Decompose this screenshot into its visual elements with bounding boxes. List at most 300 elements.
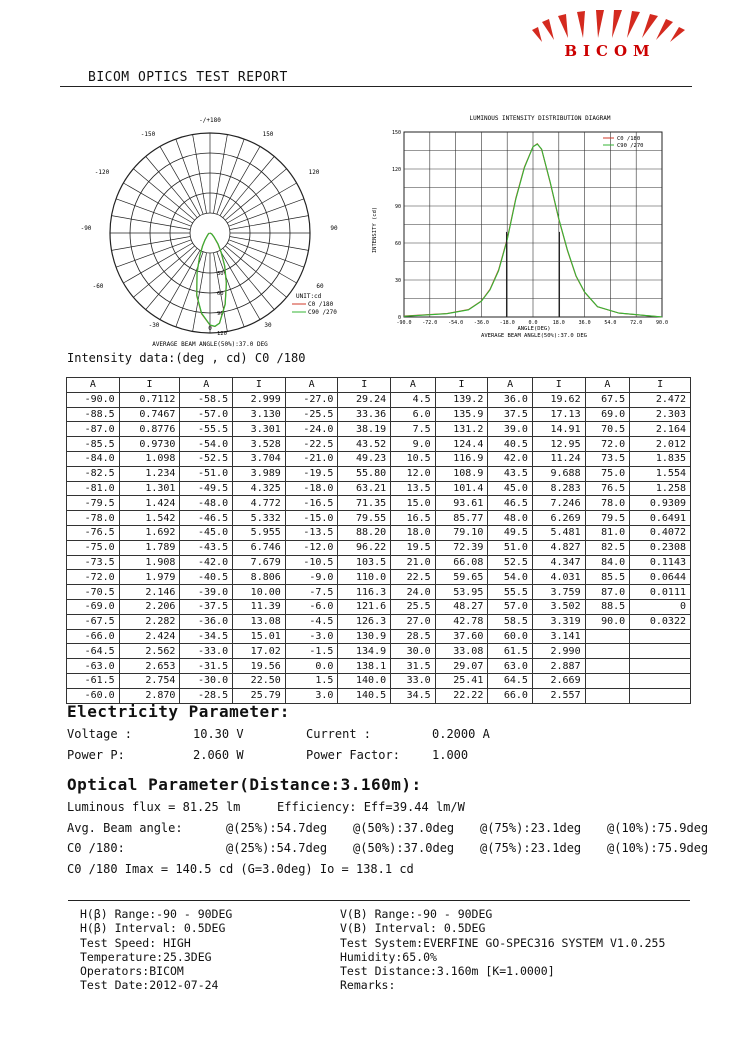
table-cell: -52.5 bbox=[180, 451, 233, 466]
table-cell: 135.9 bbox=[435, 407, 488, 422]
table-cell: -4.5 bbox=[285, 614, 338, 629]
table-cell: 88.5 bbox=[585, 599, 630, 614]
polar-spoke bbox=[230, 236, 309, 250]
power-value: 2.060 W bbox=[193, 748, 244, 762]
table-cell: -37.5 bbox=[180, 599, 233, 614]
table-cell: 1.908 bbox=[119, 555, 180, 570]
c0-beam-75: @(75%):23.1deg bbox=[480, 841, 582, 855]
table-cell: 55.5 bbox=[488, 585, 533, 600]
table-cell: -64.5 bbox=[67, 644, 120, 659]
polar-spoke bbox=[116, 199, 191, 226]
table-row bbox=[67, 437, 691, 452]
table-cell: -85.5 bbox=[67, 437, 120, 452]
table-cell: 14.91 bbox=[532, 422, 585, 437]
table-cell: 3.759 bbox=[532, 585, 585, 600]
table-cell: 1.5 bbox=[285, 673, 338, 688]
table-cell: -10.5 bbox=[285, 555, 338, 570]
table-header-cell: A bbox=[285, 378, 338, 393]
table-cell: -19.5 bbox=[285, 466, 338, 481]
table-cell: -6.0 bbox=[285, 599, 338, 614]
beam-angle-10: @(10%):75.9deg bbox=[607, 821, 709, 835]
table-cell: 69.0 bbox=[585, 407, 630, 422]
table-cell bbox=[585, 659, 630, 674]
table-row bbox=[67, 673, 691, 688]
table-cell: 108.9 bbox=[435, 466, 488, 481]
table-cell: 2.282 bbox=[119, 614, 180, 629]
table-cell: 134.9 bbox=[338, 644, 391, 659]
table-cell: 88.20 bbox=[338, 525, 391, 540]
chart-y-tick: 120 bbox=[391, 167, 401, 173]
table-header-cell: I bbox=[630, 378, 691, 393]
table-row bbox=[67, 585, 691, 600]
polar-spoke bbox=[229, 199, 304, 226]
table-cell: 22.22 bbox=[435, 688, 488, 703]
table-cell: 0.7112 bbox=[119, 392, 180, 407]
table-cell: 85.5 bbox=[585, 570, 630, 585]
table-cell: 7.5 bbox=[391, 422, 436, 437]
table-header-row bbox=[67, 378, 691, 393]
table-cell: 3.130 bbox=[233, 407, 286, 422]
table-cell: 76.5 bbox=[585, 481, 630, 496]
table-cell: -46.5 bbox=[180, 511, 233, 526]
polar-radial-label: 90 bbox=[217, 311, 224, 317]
table-cell: 126.3 bbox=[338, 614, 391, 629]
table-cell: 79.55 bbox=[338, 511, 391, 526]
table-cell: 2.990 bbox=[532, 644, 585, 659]
table-cell: 42.78 bbox=[435, 614, 488, 629]
table-cell: 9.688 bbox=[532, 466, 585, 481]
table-row bbox=[67, 525, 691, 540]
table-cell: 124.4 bbox=[435, 437, 488, 452]
current-label: Current : bbox=[306, 727, 372, 741]
table-cell: 61.5 bbox=[488, 644, 533, 659]
h-range: H(β) Range:-90 - 90DEG bbox=[80, 907, 233, 921]
table-cell: 73.5 bbox=[585, 451, 630, 466]
table-row bbox=[67, 570, 691, 585]
table-cell: -42.0 bbox=[180, 555, 233, 570]
table-cell: -24.0 bbox=[285, 422, 338, 437]
table-cell: 116.9 bbox=[435, 451, 488, 466]
table-row bbox=[67, 407, 691, 422]
table-row bbox=[67, 466, 691, 481]
table-cell: 3.704 bbox=[233, 451, 286, 466]
table-cell: 0.4072 bbox=[630, 525, 691, 540]
table-cell: 51.0 bbox=[488, 540, 533, 555]
c0-beam-25: @(25%):54.7deg bbox=[226, 841, 328, 855]
table-cell: 33.08 bbox=[435, 644, 488, 659]
table-cell: 12.0 bbox=[391, 466, 436, 481]
table-cell: 24.0 bbox=[391, 585, 436, 600]
table-cell: 0.0 bbox=[285, 659, 338, 674]
table-row bbox=[67, 511, 691, 526]
table-cell: 0.0322 bbox=[630, 614, 691, 629]
table-cell: 139.2 bbox=[435, 392, 488, 407]
footer-left bbox=[80, 907, 232, 993]
v-interval: V(B) Interval: 0.5DEG bbox=[340, 921, 486, 936]
table-cell: 39.0 bbox=[488, 422, 533, 437]
table-header-cell: A bbox=[180, 378, 233, 393]
table-cell: 64.5 bbox=[488, 673, 533, 688]
polar-spoke bbox=[213, 135, 227, 214]
polar-angle-label: 60 bbox=[316, 283, 324, 290]
chart-legend-c90: C90 /270 bbox=[617, 143, 644, 149]
polar-angle-label: 30 bbox=[264, 322, 272, 329]
table-cell: -31.5 bbox=[180, 659, 233, 674]
polar-legend-title: UNIT:cd bbox=[296, 293, 322, 300]
table-cell: 131.2 bbox=[435, 422, 488, 437]
table-header-cell: I bbox=[435, 378, 488, 393]
table-cell: -72.0 bbox=[67, 570, 120, 585]
table-cell: 25.5 bbox=[391, 599, 436, 614]
c0-beam-50: @(50%):37.0deg bbox=[353, 841, 455, 855]
table-cell: 8.283 bbox=[532, 481, 585, 496]
table-cell: 38.19 bbox=[338, 422, 391, 437]
table-cell: 37.60 bbox=[435, 629, 488, 644]
polar-spoke bbox=[193, 135, 207, 214]
intensity-distribution-chart bbox=[370, 110, 680, 342]
table-cell: 4.325 bbox=[233, 481, 286, 496]
table-cell: 72.0 bbox=[585, 437, 630, 452]
power-label: Power P: bbox=[67, 748, 125, 762]
table-cell: 87.0 bbox=[585, 585, 630, 600]
table-cell: 6.0 bbox=[391, 407, 436, 422]
table-cell: -45.0 bbox=[180, 525, 233, 540]
chart-x-tick: -18.0 bbox=[499, 320, 515, 326]
table-cell: -27.0 bbox=[285, 392, 338, 407]
table-cell: 19.62 bbox=[532, 392, 585, 407]
table-cell: 49.5 bbox=[488, 525, 533, 540]
table-cell: 31.5 bbox=[391, 659, 436, 674]
table-cell: -12.0 bbox=[285, 540, 338, 555]
table-cell: 110.0 bbox=[338, 570, 391, 585]
table-cell: 6.746 bbox=[233, 540, 286, 555]
chart-x-tick: 72.0 bbox=[630, 320, 643, 326]
table-cell: 0.9730 bbox=[119, 437, 180, 452]
table-cell: -54.0 bbox=[180, 437, 233, 452]
report-title: BICOM OPTICS TEST REPORT bbox=[88, 70, 288, 85]
table-cell: -58.5 bbox=[180, 392, 233, 407]
v-range: V(B) Range:-90 - 90DEG bbox=[340, 907, 493, 921]
table-cell: -87.0 bbox=[67, 422, 120, 437]
footer-right bbox=[340, 907, 665, 993]
polar-legend bbox=[292, 293, 337, 316]
intensity-table bbox=[66, 377, 691, 704]
table-cell: 33.36 bbox=[338, 407, 391, 422]
table-cell: 0.0644 bbox=[630, 570, 691, 585]
table-cell: 2.164 bbox=[630, 422, 691, 437]
table-cell: 57.0 bbox=[488, 599, 533, 614]
c0-beam-label: C0 /180: bbox=[67, 841, 125, 855]
beam-angle-label: Avg. Beam angle: bbox=[67, 821, 183, 835]
table-cell: 33.0 bbox=[391, 673, 436, 688]
table-cell: 18.0 bbox=[391, 525, 436, 540]
table-cell: 10.5 bbox=[391, 451, 436, 466]
polar-spoke bbox=[112, 216, 191, 230]
table-cell: 81.0 bbox=[585, 525, 630, 540]
table-cell: 17.13 bbox=[532, 407, 585, 422]
luminous-flux: Luminous flux = 81.25 lm bbox=[67, 800, 241, 814]
polar-legend-c0: C0 /180 bbox=[308, 301, 334, 308]
table-cell: -9.0 bbox=[285, 570, 338, 585]
polar-radial-label: 60 bbox=[217, 291, 224, 297]
table-cell: 140.0 bbox=[338, 673, 391, 688]
polar-spoke bbox=[217, 139, 244, 214]
table-cell: 116.3 bbox=[338, 585, 391, 600]
chart-x-tick: 54.0 bbox=[604, 320, 617, 326]
table-cell: 2.999 bbox=[233, 392, 286, 407]
table-cell: 59.65 bbox=[435, 570, 488, 585]
chart-x-tick: 90.0 bbox=[655, 320, 669, 326]
table-cell: -18.0 bbox=[285, 481, 338, 496]
table-cell: 8.806 bbox=[233, 570, 286, 585]
table-cell: 58.5 bbox=[488, 614, 533, 629]
table-cell: 7.679 bbox=[233, 555, 286, 570]
table-cell: 3.319 bbox=[532, 614, 585, 629]
table-cell: 48.0 bbox=[488, 511, 533, 526]
table-cell bbox=[585, 644, 630, 659]
polar-spoke bbox=[116, 240, 191, 267]
polar-angle-label: -/+180 bbox=[199, 117, 221, 124]
table-cell: 85.77 bbox=[435, 511, 488, 526]
table-cell: -40.5 bbox=[180, 570, 233, 585]
table-cell: 71.35 bbox=[338, 496, 391, 511]
chart-x-tick: 18.0 bbox=[552, 320, 565, 326]
table-cell: 53.95 bbox=[435, 585, 488, 600]
table-cell bbox=[630, 688, 691, 703]
table-cell: 121.6 bbox=[338, 599, 391, 614]
table-cell: 2.206 bbox=[119, 599, 180, 614]
table-cell: -81.0 bbox=[67, 481, 120, 496]
table-cell: 1.692 bbox=[119, 525, 180, 540]
table-header-cell: I bbox=[233, 378, 286, 393]
table-cell: 6.269 bbox=[532, 511, 585, 526]
table-row bbox=[67, 481, 691, 496]
chart-grid bbox=[404, 132, 662, 317]
table-cell: 9.0 bbox=[391, 437, 436, 452]
table-cell: 0.7467 bbox=[119, 407, 180, 422]
table-cell: 29.07 bbox=[435, 659, 488, 674]
table-cell: 49.23 bbox=[338, 451, 391, 466]
table-cell: 0.8776 bbox=[119, 422, 180, 437]
table-cell: -30.0 bbox=[180, 673, 233, 688]
chart-legend-c0: C0 /180 bbox=[617, 136, 641, 142]
table-cell: -88.5 bbox=[67, 407, 120, 422]
test-date: Test Date:2012-07-24 bbox=[80, 978, 219, 993]
table-header-cell: I bbox=[119, 378, 180, 393]
table-cell: 1.835 bbox=[630, 451, 691, 466]
chart-y-tick: 30 bbox=[394, 278, 401, 284]
table-cell: 5.332 bbox=[233, 511, 286, 526]
table-cell: 63.21 bbox=[338, 481, 391, 496]
table-row bbox=[67, 496, 691, 511]
current-value: 0.2000 A bbox=[432, 727, 490, 741]
table-cell: 93.61 bbox=[435, 496, 488, 511]
table-cell: 2.557 bbox=[532, 688, 585, 703]
table-cell: 30.0 bbox=[391, 644, 436, 659]
table-cell: -51.0 bbox=[180, 466, 233, 481]
chart-x-tick: 0.0 bbox=[528, 320, 538, 326]
table-cell: -76.5 bbox=[67, 525, 120, 540]
table-header-cell: A bbox=[488, 378, 533, 393]
table-cell: -90.0 bbox=[67, 392, 120, 407]
polar-spoke bbox=[193, 253, 207, 332]
table-cell: 79.5 bbox=[585, 511, 630, 526]
table-row bbox=[67, 422, 691, 437]
table-cell: -79.5 bbox=[67, 496, 120, 511]
table-row bbox=[67, 659, 691, 674]
table-cell: 2.146 bbox=[119, 585, 180, 600]
chart-y-tick: 150 bbox=[391, 130, 401, 136]
voltage-label: Voltage : bbox=[67, 727, 133, 741]
table-cell: 40.5 bbox=[488, 437, 533, 452]
table-cell: -69.0 bbox=[67, 599, 120, 614]
table-cell: 37.5 bbox=[488, 407, 533, 422]
table-row bbox=[67, 644, 691, 659]
chart-y-label: INTENSITY (cd) bbox=[372, 206, 378, 254]
table-header-cell: I bbox=[338, 378, 391, 393]
table-cell: -49.5 bbox=[180, 481, 233, 496]
table-cell: -28.5 bbox=[180, 688, 233, 703]
table-cell: 72.39 bbox=[435, 540, 488, 555]
table-cell: -15.0 bbox=[285, 511, 338, 526]
polar-spoke bbox=[176, 139, 203, 214]
polar-angle-label: -120 bbox=[94, 169, 110, 176]
table-cell: -3.0 bbox=[285, 629, 338, 644]
table-cell: 1.258 bbox=[630, 481, 691, 496]
logo-wordmark: BICOM bbox=[564, 42, 656, 60]
chart-ticks bbox=[392, 130, 668, 326]
polar-chart bbox=[70, 112, 350, 350]
table-cell bbox=[630, 644, 691, 659]
polar-radial-label: 30 bbox=[217, 271, 224, 277]
table-cell: 12.95 bbox=[532, 437, 585, 452]
table-cell: 1.234 bbox=[119, 466, 180, 481]
table-cell: 138.1 bbox=[338, 659, 391, 674]
table-cell: 45.0 bbox=[488, 481, 533, 496]
beam-angle-50: @(50%):37.0deg bbox=[353, 821, 455, 835]
table-cell: -67.5 bbox=[67, 614, 120, 629]
table-header-cell: A bbox=[67, 378, 120, 393]
table-cell: 66.08 bbox=[435, 555, 488, 570]
table-cell: 2.472 bbox=[630, 392, 691, 407]
table-cell: 75.0 bbox=[585, 466, 630, 481]
table-cell: 54.0 bbox=[488, 570, 533, 585]
table-cell: 3.141 bbox=[532, 629, 585, 644]
table-cell: 140.5 bbox=[338, 688, 391, 703]
h-interval: H(β) Interval: 0.5DEG bbox=[80, 921, 226, 936]
table-cell: 0.6491 bbox=[630, 511, 691, 526]
table-cell: 1.424 bbox=[119, 496, 180, 511]
table-cell: -70.5 bbox=[67, 585, 120, 600]
chart-x-tick: -36.0 bbox=[473, 320, 489, 326]
table-cell: 2.653 bbox=[119, 659, 180, 674]
table-cell: 29.24 bbox=[338, 392, 391, 407]
operators: Operators:BICOM bbox=[80, 964, 184, 979]
table-cell: 60.0 bbox=[488, 629, 533, 644]
remarks: Remarks: bbox=[340, 978, 396, 993]
table-cell: 4.772 bbox=[233, 496, 286, 511]
table-cell: 1.098 bbox=[119, 451, 180, 466]
table-cell: -33.0 bbox=[180, 644, 233, 659]
polar-angle-label: 120 bbox=[308, 169, 320, 176]
table-cell: 46.5 bbox=[488, 496, 533, 511]
imax-line: C0 /180 Imax = 140.5 cd (G=3.0deg) Io = 138.1 cd bbox=[67, 862, 414, 876]
footer-divider bbox=[68, 900, 690, 901]
table-cell: -75.0 bbox=[67, 540, 120, 555]
polar-spoke bbox=[112, 236, 191, 250]
table-row bbox=[67, 629, 691, 644]
table-cell: 3.502 bbox=[532, 599, 585, 614]
polar-angle-label: -150 bbox=[140, 131, 156, 138]
table-cell: 103.5 bbox=[338, 555, 391, 570]
table-cell: 25.79 bbox=[233, 688, 286, 703]
table-cell: 4.031 bbox=[532, 570, 585, 585]
table-cell: 1.789 bbox=[119, 540, 180, 555]
table-cell: -60.0 bbox=[67, 688, 120, 703]
polar-legend-c90: C90 /270 bbox=[308, 309, 337, 316]
table-cell: -63.0 bbox=[67, 659, 120, 674]
table-cell: -61.5 bbox=[67, 673, 120, 688]
table-cell: -13.5 bbox=[285, 525, 338, 540]
efficiency: Efficiency: Eff=39.44 lm/W bbox=[277, 800, 465, 814]
chart-x-tick: 36.0 bbox=[578, 320, 591, 326]
table-cell: 0.2308 bbox=[630, 540, 691, 555]
chart-x-tick: -72.0 bbox=[422, 320, 438, 326]
table-cell: 11.39 bbox=[233, 599, 286, 614]
polar-angle-label: -30 bbox=[148, 322, 160, 329]
test-system: Test System:EVERFINE GO-SPEC316 SYSTEM V1.0.255 bbox=[340, 935, 666, 950]
table-cell: 1.542 bbox=[119, 511, 180, 526]
table-cell bbox=[630, 629, 691, 644]
table-cell: 130.9 bbox=[338, 629, 391, 644]
table-cell: 0.0111 bbox=[630, 585, 691, 600]
table-cell: 78.0 bbox=[585, 496, 630, 511]
table-cell: 15.0 bbox=[391, 496, 436, 511]
table-cell: 4.347 bbox=[532, 555, 585, 570]
table-cell: 3.989 bbox=[233, 466, 286, 481]
intensity-data-title: Intensity data:(deg , cd) C0 /180 bbox=[67, 351, 306, 365]
optical-title: Optical Parameter(Distance:3.160m): bbox=[67, 775, 422, 794]
table-cell: -73.5 bbox=[67, 555, 120, 570]
table-cell: 34.5 bbox=[391, 688, 436, 703]
table-cell bbox=[585, 629, 630, 644]
table-cell: 1.301 bbox=[119, 481, 180, 496]
table-cell: -82.5 bbox=[67, 466, 120, 481]
table-cell: -66.0 bbox=[67, 629, 120, 644]
table-cell: 2.562 bbox=[119, 644, 180, 659]
table-cell bbox=[585, 688, 630, 703]
table-cell: 79.10 bbox=[435, 525, 488, 540]
table-cell: 43.5 bbox=[488, 466, 533, 481]
table-cell: 55.80 bbox=[338, 466, 391, 481]
table-cell: 3.301 bbox=[233, 422, 286, 437]
table-cell: 13.5 bbox=[391, 481, 436, 496]
chart-x-tick: -54.0 bbox=[448, 320, 464, 326]
table-cell: 22.50 bbox=[233, 673, 286, 688]
voltage-value: 10.30 V bbox=[193, 727, 244, 741]
table-cell: 19.5 bbox=[391, 540, 436, 555]
power-factor-value: 1.000 bbox=[432, 748, 469, 762]
table-cell: 84.0 bbox=[585, 555, 630, 570]
polar-angle-label: 90 bbox=[330, 225, 338, 232]
power-factor-label: Power Factor: bbox=[306, 748, 400, 762]
table-cell bbox=[630, 659, 691, 674]
table-cell: 7.246 bbox=[532, 496, 585, 511]
chart-x-tick: -90.0 bbox=[396, 320, 412, 326]
table-cell: 15.01 bbox=[233, 629, 286, 644]
table-cell: -48.0 bbox=[180, 496, 233, 511]
chart-y-tick: 0 bbox=[397, 315, 401, 321]
